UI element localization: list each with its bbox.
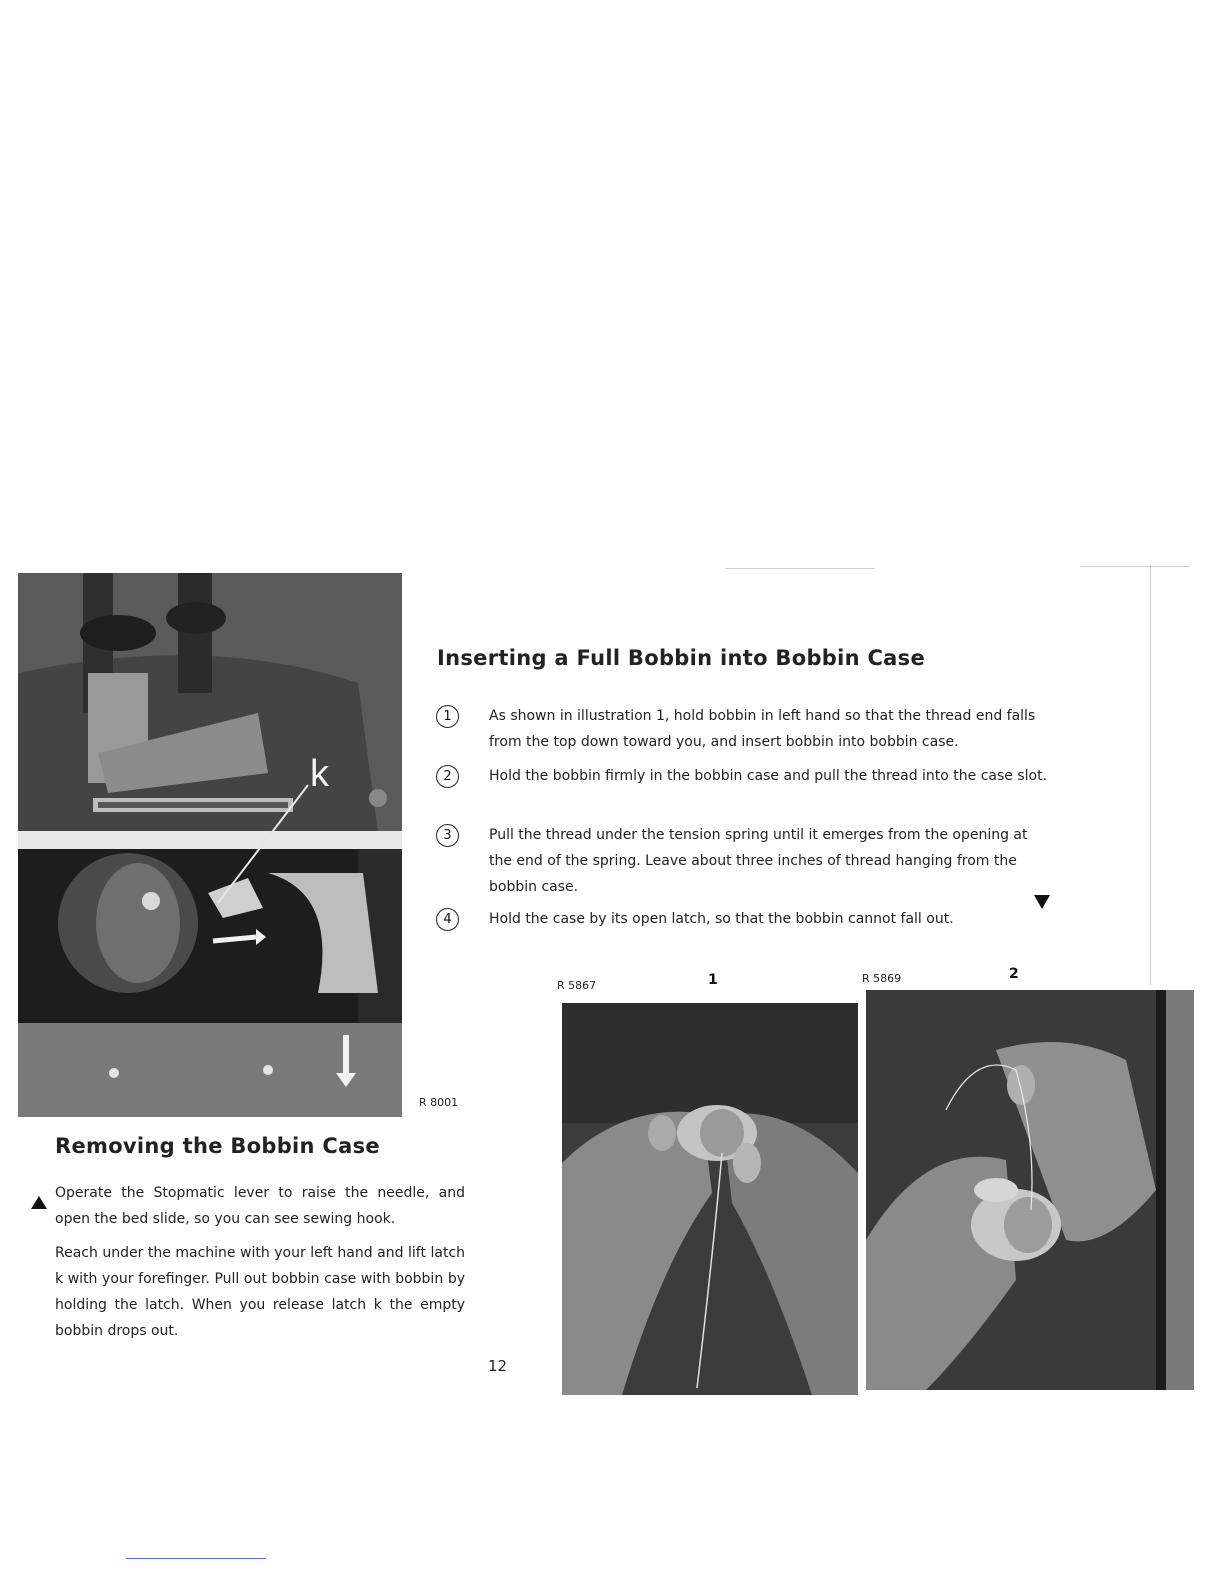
step-marker: 1	[436, 705, 459, 728]
right-edge-line	[1150, 565, 1151, 985]
figure-code-r8001: R 8001	[419, 1096, 459, 1109]
bobbin-hands-photo-1	[562, 1003, 858, 1395]
step-marker: 2	[436, 765, 459, 788]
sewing-machine-photo	[18, 573, 402, 1117]
inserting-heading: Inserting a Full Bobbin into Bobbin Case	[437, 646, 925, 670]
step-text: Hold the bobbin firmly in the bobbin case and pull the thread into the case slot.	[489, 768, 1048, 784]
bobbin-hands-photo-2	[866, 990, 1194, 1390]
figure-number-2: 2	[1009, 966, 1019, 982]
bottom-blue-line	[126, 1558, 266, 1559]
removing-heading: Removing the Bobbin Case	[55, 1134, 380, 1158]
step-marker: 4	[436, 908, 459, 931]
down-triangle-icon	[1034, 895, 1050, 909]
bobbin-insert-illustration	[562, 1003, 858, 1395]
page-number: 12	[488, 1357, 508, 1375]
step-marker: 3	[436, 824, 459, 847]
top-dash-line-right	[1080, 566, 1190, 567]
up-triangle-icon	[31, 1196, 47, 1209]
sewing-machine-illustration	[18, 573, 402, 1117]
figure-number-1: 1	[708, 972, 718, 988]
figure-code-r5867: R 5867	[557, 979, 597, 992]
step-text: Hold the case by its open latch, so that the bobbin cannot fall out.	[489, 911, 954, 927]
figure-code-r5869: R 5869	[862, 972, 902, 985]
step-text: Pull the thread under the tension spring until it emerges from the opening at the end of the spring. Leave about three inches of thread hanging from the bobbin case.	[489, 827, 1028, 895]
removing-paragraph-1: Operate the Stopmatic lever to raise the needle, and open the bed slide, so you can see sewing hook.	[55, 1185, 465, 1227]
bobbin-thread-illustration	[866, 990, 1194, 1390]
top-dash-line	[725, 568, 875, 569]
latch-k-label: k	[310, 753, 329, 795]
step-text: As shown in illustration 1, hold bobbin in left hand so that the thread end falls from the top down toward you, and insert bobbin into bobbin case.	[489, 708, 1036, 750]
removing-paragraph-2: Reach under the machine with your left hand and lift latch k with your forefinger. Pull out bobbin case with bobbin by holding the latch. When you release latch k the empty bobbin drops out.	[55, 1245, 465, 1339]
